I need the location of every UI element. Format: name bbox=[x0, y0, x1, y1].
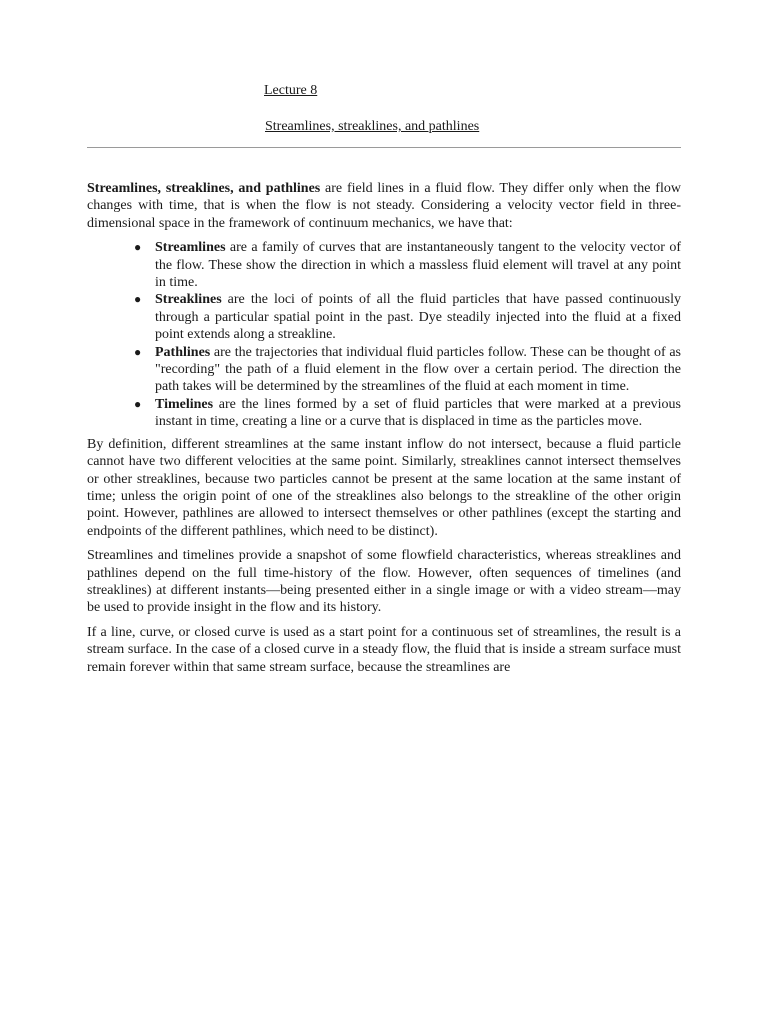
bullet-icon: ● bbox=[134, 240, 142, 255]
list-item-streaklines bbox=[134, 291, 681, 343]
lecture-title: Streamlines, streaklines, and pathlines bbox=[265, 119, 480, 134]
intro-text: are field lines in a fluid flow. They differ only when the flow changes with time, that is when the flow is not steady. Considering a velocity vector field in three-dimensional space in the framework of continuum mechanics, we have that: bbox=[87, 181, 681, 231]
bullet-icon: ● bbox=[134, 396, 142, 411]
list-item-term: Streaklines bbox=[155, 292, 222, 308]
list-item-timelines bbox=[134, 396, 681, 431]
list-item-text: are a family of curves that are instantaneously tangent to the velocity vector of the flow. These show the direction in which a massless fluid element will travel at any point in time. bbox=[155, 240, 681, 291]
list-item-term: Streamlines bbox=[155, 240, 226, 256]
list-item-term: Pathlines bbox=[155, 344, 211, 360]
bullet-icon: ● bbox=[134, 344, 142, 359]
list-item-streamlines bbox=[134, 239, 681, 291]
intro-paragraph bbox=[87, 180, 681, 232]
list-item-term: Timelines bbox=[155, 396, 214, 412]
body-paragraph-snapshot: Streamlines and timelines provide a snapshot of some flowfield characteristics, whereas streaklines and pathlines depend on the full time-history of the flow. However, often sequences of timelines (and streaklines) at different instants—being presented either in a single image or with a video stream—may be used to provide insight in the flow and its history. bbox=[87, 548, 681, 616]
body-paragraph-definitions: By definition, different streamlines at the same instant inflow do not intersect, because a fluid particle cannot have two different velocities at the same point. Similarly, streaklines cannot intersect themselves or other streaklines, because two particles cannot be present at the same location at the same instant of time; unless the origin point of one of the streaklines also belongs to the streakline of the other origin point. However, pathlines are allowed to intersect themselves or other pathlines (except the starting and endpoints of the different pathlines, which need to be distinct). bbox=[87, 436, 681, 539]
body-paragraph-stream-surface: If a line, curve, or closed curve is used as a start point for a continuous set of streamlines, the result is a stream surface. In the case of a closed curve in a steady flow, the fluid that is inside a stream surface must remain forever within that same stream surface, because the streamlines are bbox=[87, 624, 681, 675]
lecture-number: Lecture 8 bbox=[264, 83, 318, 98]
definition-list bbox=[87, 239, 681, 430]
document-body bbox=[87, 180, 681, 683]
list-item-text: are the lines formed by a set of fluid particles that were marked at a previous instant in time, creating a line or a curve that is displaced in time as the particles move. bbox=[155, 396, 681, 430]
header-divider bbox=[87, 147, 681, 148]
list-item-text: are the trajectories that individual fluid particles follow. These can be thought of as "recording" the path of a fluid element in the flow over a certain period. The direction the path takes will be determined by the streamlines of the fluid at each moment in time. bbox=[155, 344, 681, 395]
intro-bold-term: Streamlines, streaklines, and pathlines bbox=[87, 181, 321, 196]
lecture-heading bbox=[264, 82, 317, 100]
list-item-text: are the loci of points of all the fluid particles that have passed continuously through a particular spatial point in the past. Dye steadily injected into the fluid at a fixed point extends along a streakline. bbox=[155, 292, 681, 343]
bullet-icon: ● bbox=[134, 292, 142, 307]
list-item-pathlines bbox=[134, 344, 681, 396]
